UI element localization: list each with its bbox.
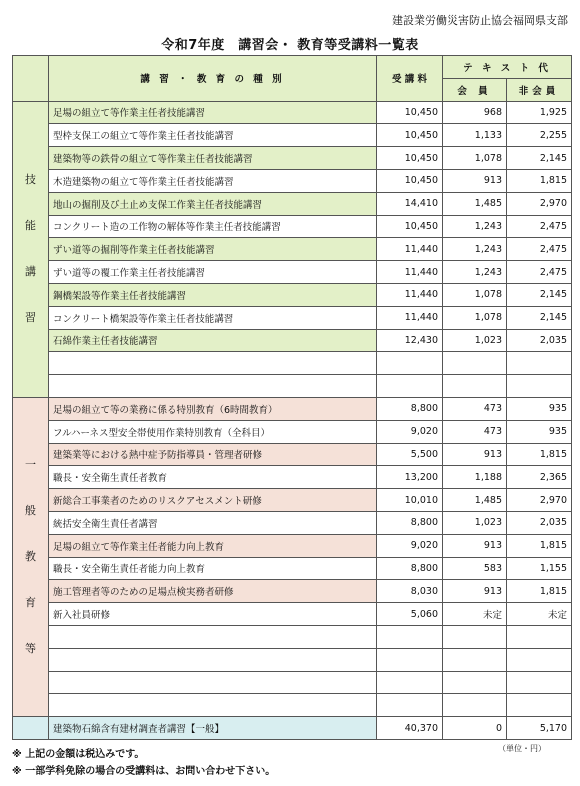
header-textbook: テ キ ス ト 代: [443, 56, 572, 79]
course-name: [49, 352, 377, 375]
course-fee: 5,060: [377, 603, 443, 626]
course-fee: 11,440: [377, 261, 443, 284]
course-fee: 11,440: [377, 238, 443, 261]
course-name: 型枠支保工の組立て等作業主任者技能講習: [49, 124, 377, 147]
course-fee: 10,450: [377, 101, 443, 124]
textbook-nonmember-price: 2,475: [507, 238, 572, 261]
table-row: [13, 192, 572, 215]
textbook-nonmember-price: 2,970: [507, 192, 572, 215]
textbook-nonmember-price: 1,925: [507, 101, 572, 124]
textbook-member-price: 1,243: [443, 215, 507, 238]
textbook-nonmember-price: 2,035: [507, 329, 572, 352]
course-name: 建築物等の鉄骨の組立て等作業主任者技能講習: [49, 147, 377, 170]
textbook-nonmember-price: 5,170: [507, 717, 572, 740]
course-name: [49, 671, 377, 694]
textbook-member-price: 913: [443, 580, 507, 603]
header-corner: [13, 56, 49, 102]
course-name: ずい道等の掘削等作業主任者技能講習: [49, 238, 377, 261]
page-title: 令和7年度 講習会・ 教育等受講料一覧表: [161, 38, 419, 53]
textbook-nonmember-price: 2,475: [507, 215, 572, 238]
course-fee: 10,010: [377, 489, 443, 512]
course-name: 木造建築物の組立て等作業主任者技能講習: [49, 169, 377, 192]
textbook-nonmember-price: 未定: [507, 603, 572, 626]
course-name: コンクリート造の工作物の解体等作業主任者技能講習: [49, 215, 377, 238]
general-category-char: 一: [25, 458, 36, 472]
course-name: [49, 694, 377, 717]
table-row: [13, 124, 572, 147]
textbook-nonmember-price: [507, 352, 572, 375]
table-row: [13, 694, 572, 717]
textbook-nonmember-price: 2,365: [507, 466, 572, 489]
course-name: [49, 375, 377, 398]
table-row: [13, 717, 572, 740]
textbook-nonmember-price: [507, 648, 572, 671]
textbook-member-price: 1,023: [443, 329, 507, 352]
textbook-member-price: [443, 648, 507, 671]
course-fee: 14,410: [377, 192, 443, 215]
course-name: 統括安全衛生責任者講習: [49, 511, 377, 534]
textbook-member-price: 未定: [443, 603, 507, 626]
textbook-nonmember-price: 2,145: [507, 306, 572, 329]
textbook-member-price: [443, 352, 507, 375]
textbook-member-price: 583: [443, 557, 507, 580]
course-name: 職長・安全衛生責任者教育: [49, 466, 377, 489]
textbook-member-price: 913: [443, 169, 507, 192]
course-fee: [377, 375, 443, 398]
table-row: [13, 603, 572, 626]
textbook-nonmember-price: [507, 625, 572, 648]
exemption-note: ※ 一部学科免除の場合の受講料は、お問い合わせ下さい。: [12, 766, 276, 777]
textbook-member-price: 1,023: [443, 511, 507, 534]
textbook-nonmember-price: 1,815: [507, 443, 572, 466]
textbook-member-price: 473: [443, 420, 507, 443]
textbook-nonmember-price: 2,970: [507, 489, 572, 512]
course-name: 足場の組立て等の業務に係る特別教育（6時間教育）: [49, 397, 377, 420]
table-row: [13, 443, 572, 466]
table-row: [13, 261, 572, 284]
course-fee: 40,370: [377, 717, 443, 740]
course-fee: [377, 648, 443, 671]
unit-note: （単位・円）: [498, 744, 546, 753]
general-category-label: [13, 397, 49, 716]
textbook-member-price: 473: [443, 397, 507, 420]
course-fee: 10,450: [377, 215, 443, 238]
textbook-nonmember-price: 935: [507, 397, 572, 420]
textbook-nonmember-price: 1,155: [507, 557, 572, 580]
course-name: 新入社員研修: [49, 603, 377, 626]
textbook-member-price: 1,485: [443, 489, 507, 512]
general-category-char: 等: [25, 642, 36, 656]
course-name: コンクリート橋架設等作業主任者技能講習: [49, 306, 377, 329]
course-fee: 10,450: [377, 147, 443, 170]
course-name: 石綿作業主任者技能講習: [49, 329, 377, 352]
textbook-nonmember-price: 1,815: [507, 534, 572, 557]
textbook-nonmember-price: [507, 694, 572, 717]
course-name: 新総合工事業者のためのリスクアセスメント研修: [49, 489, 377, 512]
textbook-member-price: 913: [443, 534, 507, 557]
textbook-member-price: 968: [443, 101, 507, 124]
textbook-member-price: 1,485: [443, 192, 507, 215]
course-name: 足場の組立て等作業主任者能力向上教育: [49, 534, 377, 557]
course-fee: 5,500: [377, 443, 443, 466]
textbook-member-price: 1,188: [443, 466, 507, 489]
fee-table: [12, 55, 572, 740]
table-row: [13, 671, 572, 694]
textbook-nonmember-price: [507, 375, 572, 398]
table-row: [13, 466, 572, 489]
table-row: [13, 215, 572, 238]
skill-category-char: 講: [25, 265, 36, 279]
textbook-member-price: 1,133: [443, 124, 507, 147]
textbook-member-price: [443, 625, 507, 648]
table-row: [13, 511, 572, 534]
general-category-char: 般: [25, 504, 36, 518]
textbook-member-price: 1,078: [443, 306, 507, 329]
header-nonmember: 非会員: [507, 78, 572, 101]
table-row: [13, 147, 572, 170]
textbook-member-price: 1,243: [443, 238, 507, 261]
header-fee: 受 講 料: [377, 56, 443, 102]
textbook-nonmember-price: 1,815: [507, 580, 572, 603]
textbook-member-price: 1,243: [443, 261, 507, 284]
table-row: [13, 352, 572, 375]
course-name: 職長・安全衛生責任者能力向上教育: [49, 557, 377, 580]
course-fee: 8,030: [377, 580, 443, 603]
textbook-member-price: [443, 671, 507, 694]
course-name: [49, 648, 377, 671]
textbook-member-price: 0: [443, 717, 507, 740]
textbook-member-price: 1,078: [443, 147, 507, 170]
textbook-member-price: 913: [443, 443, 507, 466]
table-row: [13, 557, 572, 580]
course-fee: [377, 352, 443, 375]
course-fee: 11,440: [377, 306, 443, 329]
course-name: 施工管理者等のための足場点検実務者研修: [49, 580, 377, 603]
course-fee: 8,800: [377, 557, 443, 580]
course-name: 鋼橋架設等作業主任者技能講習: [49, 283, 377, 306]
tax-note: ※ 上記の金額は税込みです。: [12, 749, 145, 760]
course-name: ずい道等の覆工作業主任者技能講習: [49, 261, 377, 284]
table-row: [13, 489, 572, 512]
textbook-nonmember-price: 935: [507, 420, 572, 443]
course-name: 地山の掘削及び土止め支保工作業主任者技能講習: [49, 192, 377, 215]
header-course-type: 講 習 ・ 教 育 の 種 別: [49, 56, 377, 102]
course-fee: [377, 625, 443, 648]
course-fee: 12,430: [377, 329, 443, 352]
general-category-char: 育: [25, 596, 36, 610]
skill-category-char: 習: [25, 311, 36, 325]
course-fee: 11,440: [377, 283, 443, 306]
course-name: [49, 625, 377, 648]
course-fee: 8,800: [377, 511, 443, 534]
table-row: [13, 306, 572, 329]
table-row: [13, 283, 572, 306]
textbook-nonmember-price: 2,145: [507, 147, 572, 170]
table-row: [13, 648, 572, 671]
table-row: [13, 420, 572, 443]
textbook-nonmember-price: 2,475: [507, 261, 572, 284]
skill-category-char: 能: [25, 219, 36, 233]
table-row: [13, 375, 572, 398]
last-category-cell: [13, 717, 49, 740]
course-name: フルハーネス型安全帯使用作業特別教育（全科目）: [49, 420, 377, 443]
course-fee: 10,450: [377, 169, 443, 192]
table-row: [13, 101, 572, 124]
textbook-member-price: [443, 375, 507, 398]
table-row: [13, 580, 572, 603]
table-row: [13, 397, 572, 420]
textbook-nonmember-price: 2,255: [507, 124, 572, 147]
table-row: [13, 329, 572, 352]
course-fee: 13,200: [377, 466, 443, 489]
textbook-nonmember-price: [507, 671, 572, 694]
course-name: 建築物石綿含有建材調査者講習【一般】: [49, 717, 377, 740]
course-fee: 9,020: [377, 420, 443, 443]
textbook-nonmember-price: 2,035: [507, 511, 572, 534]
textbook-nonmember-price: 2,145: [507, 283, 572, 306]
skill-category-char: 技: [25, 173, 36, 187]
textbook-member-price: 1,078: [443, 283, 507, 306]
general-category-char: 教: [25, 550, 36, 564]
table-row: [13, 625, 572, 648]
organization-name: 建設業労働災害防止協会福岡県支部: [392, 14, 568, 27]
header-member: 会 員: [443, 78, 507, 101]
table-row: [13, 238, 572, 261]
textbook-member-price: [443, 694, 507, 717]
course-name: 建築業等における熱中症予防指導員・管理者研修: [49, 443, 377, 466]
table-row: [13, 534, 572, 557]
course-fee: 9,020: [377, 534, 443, 557]
course-fee: 8,800: [377, 397, 443, 420]
skill-category-label: [13, 101, 49, 397]
course-name: 足場の組立て等作業主任者技能講習: [49, 101, 377, 124]
course-fee: [377, 671, 443, 694]
table-row: [13, 169, 572, 192]
course-fee: [377, 694, 443, 717]
textbook-nonmember-price: 1,815: [507, 169, 572, 192]
course-fee: 10,450: [377, 124, 443, 147]
